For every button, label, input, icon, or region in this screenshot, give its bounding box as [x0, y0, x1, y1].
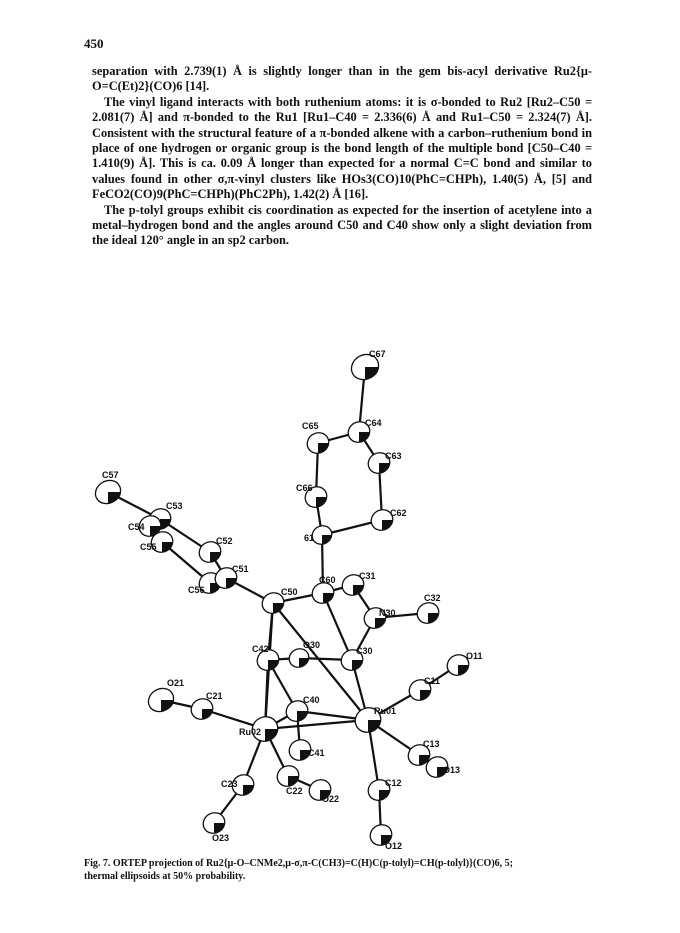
atom-label: C60	[319, 575, 336, 585]
atom-octant	[322, 535, 332, 544]
atom-c12	[364, 776, 401, 804]
atom-c65	[302, 421, 333, 457]
atom-label: C21	[206, 691, 223, 701]
atom-label: C41	[308, 748, 325, 758]
atom-label: C11	[424, 676, 441, 686]
atom-label: C32	[424, 593, 441, 603]
atom-c62	[367, 506, 406, 534]
atom-label: C66	[296, 483, 313, 493]
atom-octant	[458, 665, 469, 675]
atom-label: C51	[232, 564, 249, 574]
atom-label: N30	[379, 608, 396, 618]
atom-o21	[144, 678, 184, 716]
atom-octant	[226, 578, 237, 588]
atom-octant	[352, 660, 363, 670]
atom-c61	[304, 522, 335, 548]
atom-n30	[360, 604, 395, 632]
atom-label: C54	[128, 522, 145, 532]
atom-label: Ru01	[374, 706, 397, 716]
atom-c32	[413, 593, 442, 627]
paragraph: The vinyl ligand interacts with both ruthenium atoms: it is σ-bonded to Ru2 [Ru2–C50 = 2.081(7) Å] and π-bonded to the Ru1 [Ru1–C40 = 2.336(6) Å and Ru1–C50 = 2.324(7) Å]. Consistent with the structural feature of a π-bonded alkene with a carbon–ruthenium bond in place of one hydrogen or organic group is the bond length of the multiple bond [C50–C40 = 1.410(9) Å]. This is ca. 0.09 Å longer than expected for a normal C=C bond and similar to values found in other σ,π-vinyl clusters like HOs3(CO)10(PhC=CHPh), 1.40(5) Å, [5] and FeCO2(CO)9(PhC=CHPh)(PhC2Ph), 1.42(2) Å [16].	[92, 94, 592, 202]
atom-label: C40	[303, 695, 320, 705]
atom-octant	[368, 720, 381, 732]
atom-c66	[296, 483, 331, 511]
atom-octant	[161, 700, 174, 711]
atom-c23	[221, 771, 258, 799]
atom-octant	[382, 520, 393, 530]
atom-label: C42	[252, 644, 269, 654]
atom-label: C63	[385, 451, 402, 461]
atom-c40	[282, 695, 319, 725]
atom-octant	[428, 613, 439, 623]
atom-c42	[252, 644, 283, 674]
atom-o12	[366, 821, 402, 850]
atom-octant	[299, 658, 309, 667]
atom-octant	[108, 492, 121, 503]
atom-c41	[285, 736, 324, 764]
atom-label: Ru02	[239, 727, 262, 737]
atom-label: C50	[281, 587, 298, 597]
figure-caption	[84, 857, 604, 883]
atom-label: C12	[385, 778, 402, 788]
atom-label: C31	[359, 571, 376, 581]
paragraph: The p-tolyl groups exhibit cis coordination as expected for the insertion of acetylene into a metal–hydrogen bond and the angles around C50 and C40 show only a slight deviation from the ideal 120° angle in an sp2 carbon.	[92, 202, 592, 248]
caption-line-1: Fig. 7. ORTEP projection of Ru2{μ-O–CNMe2,μ-σ,π-C(CH3)=C(H)C(p-tolyl)=CH(p-tolyl)}(CO)6, 5;	[84, 858, 513, 869]
atom-c60	[308, 575, 337, 607]
atom-label: O11	[466, 651, 483, 661]
atom-label: C22	[286, 786, 303, 796]
atom-c50	[258, 587, 297, 617]
atom-octant	[323, 593, 334, 603]
ortep-figure	[88, 345, 593, 850]
atom-c22	[273, 762, 302, 796]
atom-label: 61	[304, 533, 315, 543]
atom-octant	[353, 585, 364, 595]
atom-label: C56	[188, 585, 205, 595]
atom-c67	[347, 349, 386, 384]
atom-c57	[91, 470, 125, 508]
atom-o11	[443, 651, 482, 679]
atom-label: C62	[390, 508, 407, 518]
atom-octant	[359, 432, 370, 442]
atom-label: C67	[369, 349, 386, 359]
atom-octant	[297, 711, 308, 721]
atom-label: C64	[365, 418, 382, 428]
atom-octant	[273, 603, 284, 613]
atom-label: C30	[356, 646, 373, 656]
atom-octant	[268, 660, 279, 670]
atom-c52	[195, 536, 232, 566]
atom-label: C55	[140, 542, 157, 552]
atom-c11	[405, 676, 440, 704]
atom-octant	[288, 776, 299, 786]
atom-octant	[379, 790, 390, 800]
atom-o23	[199, 809, 229, 843]
atom-octant	[365, 367, 379, 379]
atom-c31	[338, 571, 375, 599]
atom-label: O12	[385, 841, 403, 850]
atom-c64	[344, 418, 381, 446]
atom-o22	[305, 776, 339, 804]
atom-label: O21	[167, 678, 185, 688]
atom-label: O22	[322, 794, 340, 804]
atom-octant	[265, 729, 278, 741]
atom-label: O30	[303, 640, 321, 650]
atom-c63	[364, 449, 401, 477]
atom-c30	[337, 646, 372, 674]
atom-label: O13	[443, 765, 461, 775]
atom-octant	[375, 618, 386, 628]
atom-label: C57	[102, 470, 119, 480]
atom-octant	[318, 443, 329, 453]
atom-octant	[160, 519, 171, 529]
atom-c21	[187, 691, 222, 723]
atom-octant	[243, 785, 254, 795]
atom-octant	[214, 823, 225, 833]
caption-line-2: thermal ellipsoids at 50% probability.	[84, 871, 246, 882]
atom-octant	[316, 497, 327, 507]
body-text	[92, 64, 592, 249]
atom-label: C53	[166, 501, 183, 511]
atom-ru02	[239, 712, 282, 746]
page-number: 450	[84, 36, 104, 51]
bond-C60-C30	[323, 593, 352, 660]
atom-octant	[420, 690, 431, 700]
ortep-diagram	[88, 345, 593, 850]
atom-label: C65	[302, 421, 319, 431]
atom-label: C52	[216, 536, 233, 546]
atom-octant	[202, 709, 213, 719]
atom-octant	[379, 463, 390, 473]
paragraph: separation with 2.739(1) Å is slightly longer than in the gem bis-acyl derivative Ru2{μ-O=C(Et)2}(CO)6 [14].	[92, 64, 592, 94]
atom-label: O23	[212, 833, 230, 843]
atom-label: C13	[423, 739, 440, 749]
atom-label: C23	[221, 779, 238, 789]
atom-octant	[210, 552, 221, 562]
